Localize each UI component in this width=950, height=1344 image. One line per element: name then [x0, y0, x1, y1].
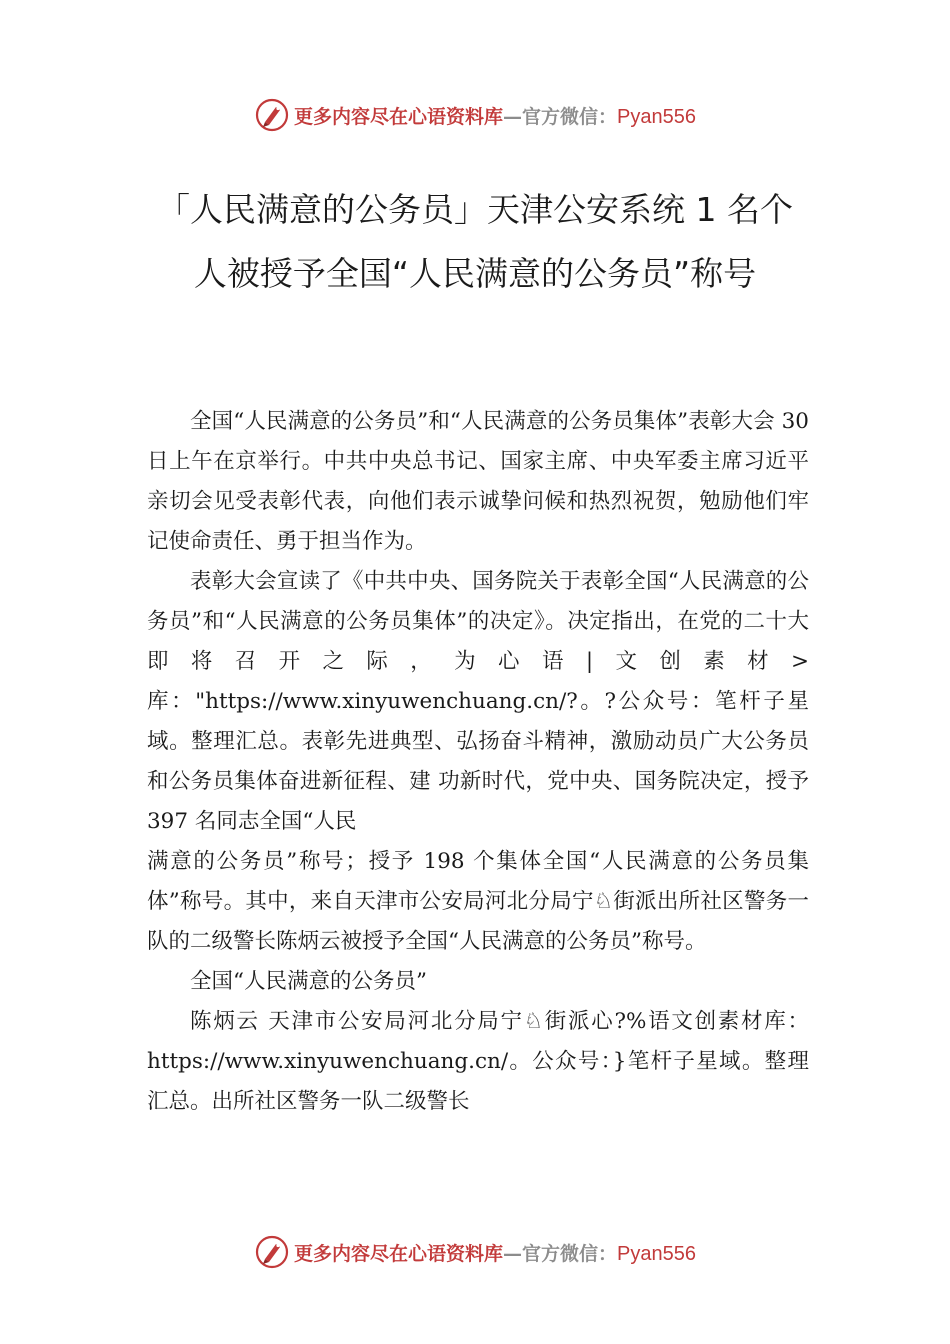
- banner-text: [294, 1239, 696, 1266]
- banner-wechat-id: Pyan556: [617, 105, 696, 128]
- banner-dash: —: [503, 1242, 523, 1265]
- banner-dash: —: [503, 105, 523, 128]
- paragraph-4: 全国“人民满意的公务员”: [190, 969, 427, 994]
- banner-wechat-label: 官方微信：: [522, 105, 618, 128]
- banner-main-text: 更多内容尽在心语资料库: [294, 105, 504, 128]
- banner-main-text: 更多内容尽在心语资料库: [294, 1242, 504, 1265]
- paragraph-2: 表彰大会宣读了《中共中央、国务院关于表彰全国“人民满意的公务员”和“人民满意的公务员集体”的决定》。决定指出，在党的二十大即将召开之际，为心语|文创素材>库："https://www.xinyuwenchuang.cn/?。?公众号：笔杆子星域。整理汇总。表彰先进典型、弘扬奋斗精神，激励动员广大公务员和公务员集体奋进新征程、建 功新时代，党中央、国务院决定，授予 397 名同志全国“人民: [147, 569, 809, 834]
- document-body: [147, 402, 809, 1122]
- banner-text: [294, 102, 696, 129]
- paragraph-1: 全国“人民满意的公务员”和“人民满意的公务员集体”表彰大会 30 日上午在京举行。中共中央总书记、国家主席、中央军委主席习近平亲切会见受表彰代表，向他们表示诚挚问候和热烈祝贺，勉励他们牢记使命责任、勇于担当作为。: [147, 409, 809, 554]
- paragraph-5: 陈炳云 天津市公安局河北分局宁♘街派心?%语文创素材库：https://www.xinyuwenchuang.cn/。公众号：}笔杆子星域。整理汇总。出所社区警务一队二级警长: [147, 1009, 809, 1114]
- header-banner: [0, 95, 950, 135]
- pen-nib-icon: [254, 97, 290, 133]
- document-title: 「人民满意的公务员」天津公安系统 1 名个人被授予全国“人民满意的公务员”称号: [157, 190, 793, 293]
- banner-wechat-label: 官方微信：: [522, 1242, 618, 1265]
- footer-banner: [0, 1232, 950, 1272]
- banner-wechat-id: Pyan556: [617, 1242, 696, 1265]
- pen-nib-icon: [254, 1234, 290, 1270]
- paragraph-3: 满意的公务员”称号；授予 198 个集体全国“人民满意的公务员集体”称号。其中，来自天津市公安局河北分局宁♘街派出所社区警务一队的二级警长陈炳云被授予全国“人民满意的公务员”称号。: [147, 849, 809, 954]
